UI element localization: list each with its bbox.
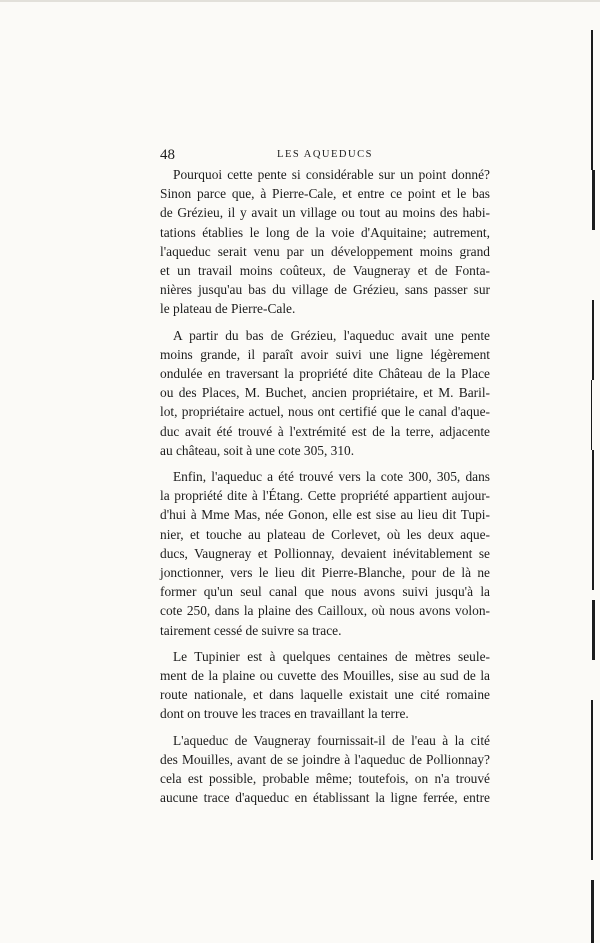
text-line: et un travail moins coûteux, de Vaugneray et de Fonta- [160, 263, 490, 279]
text-line: duc avait été trouvé à l'extrémité est de la terre, adjacente [160, 423, 490, 439]
text-line: d'hui à Mme Mas, née Gonon, elle est sise au lieu dit Tupi- [160, 507, 490, 523]
text-line: Pourquoi cette pente si considérable sur un point donné? [173, 167, 490, 182]
text-line: route nationale, et dans laquelle existait une cité romaine [160, 687, 490, 703]
body-text [160, 165, 490, 808]
paragraph [160, 647, 490, 724]
text-line: tations établies le long de la voie d'Aquitaine; autrement, [160, 224, 490, 240]
paragraph [160, 467, 490, 640]
text-line: Enfin, l'aqueduc a été trouvé vers la cote 300, 305, dans [173, 469, 490, 485]
text-line: ment de la plaine ou cuvette des Mouilles, sise au sud de la [160, 668, 490, 684]
text-line: L'aqueduc de Vaugneray fournissait-il de l'eau à la cité [173, 732, 490, 748]
text-line: nières jusqu'au bas du village de Grézieu, sans passer sur [160, 282, 490, 298]
text-line: le plateau de Pierre-Cale. [160, 301, 296, 317]
text-line: ou des Places, M. Buchet, ancien propriétaire, et M. Baril- [160, 385, 490, 401]
text-line: Sinon parce que, à Pierre-Cale, et entre ce point et le bas [160, 186, 490, 202]
text-line: tairement cessé de suivre sa trace. [160, 622, 342, 638]
text-line: au château, soit à une cote 305, 310. [160, 442, 355, 458]
text-line: de Grézieu, il y avait un village ou tout au moins des habi- [160, 205, 490, 221]
text-line: moins grande, il paraît avoir suivi une ligne légèrement [160, 346, 490, 362]
page-number: 48 [160, 147, 175, 163]
text-line: l'aqueduc serait venu par un développement moins grand [160, 243, 490, 259]
running-title: LES AQUEDUCS [277, 149, 373, 160]
text-line: ondulée en traversant la propriété dite Château de la Place [160, 366, 490, 382]
text-line: nier, et touche au plateau de Corlevet, où les deux aque- [160, 526, 490, 542]
page-top-edge [0, 0, 600, 2]
binding-edge-shadow [578, 0, 600, 943]
text-line: jonctionner, vers le lieu dit Pierre-Blanche, pour de là ne [160, 565, 490, 581]
text-line: ducs, Vaugneray et Pollionnay, devaient inévitablement se [160, 545, 490, 561]
text-line: aucune trace d'aqueduc en établissant la ligne ferrée, entre [160, 790, 490, 806]
text-line: A partir du bas de Grézieu, l'aqueduc avait une pente [173, 327, 490, 343]
paragraph [160, 165, 490, 319]
text-line: la propriété dite à l'Étang. Cette propriété appartient aujour- [160, 488, 490, 504]
page-header [160, 146, 490, 164]
text-line: cote 250, dans la plaine des Cailloux, où nous avons volon- [160, 603, 490, 619]
paragraph [160, 326, 490, 460]
text-line: cela est possible, probable même; toutefois, on n'a trouvé [160, 771, 490, 787]
text-line: Le Tupinier est à quelques centaines de mètres seule- [173, 648, 490, 664]
text-line: dont on trouve les traces en travaillant la terre. [160, 706, 409, 722]
text-line: lot, propriétaire actuel, nous ont certifié que le canal d'aque- [160, 404, 490, 420]
paragraph [160, 731, 490, 808]
text-line: former qu'un seul canal que nous avons suivi jusqu'à la [160, 584, 490, 600]
text-line: des Mouilles, avant de se joindre à l'aqueduc de Pollionnay? [160, 751, 490, 767]
